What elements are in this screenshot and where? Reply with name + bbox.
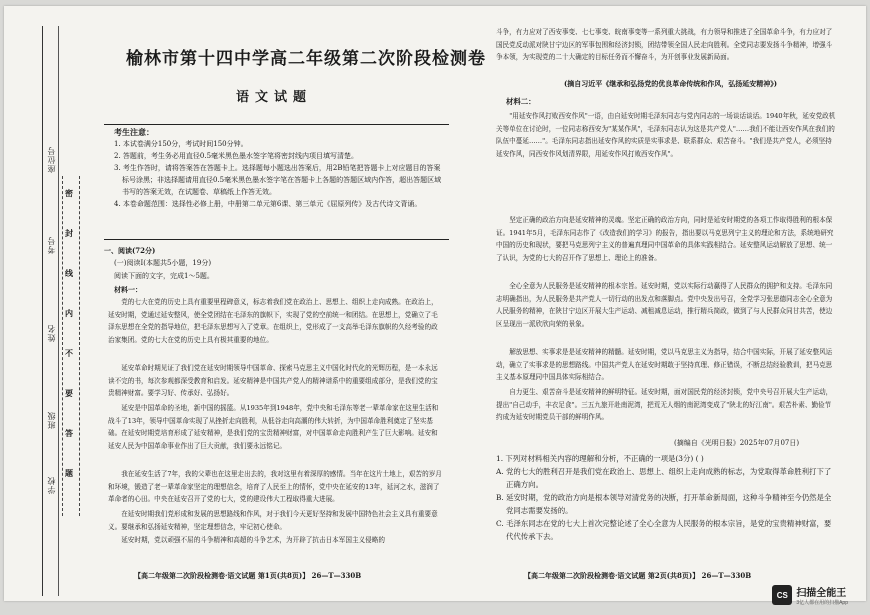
- option-c: C. 毛泽东同志在党的七大上首次完整论述了全心全意为人民服务的根本宗旨，是党的宝贵精神财富，要代代传承下去。: [496, 519, 832, 541]
- seal-word: 答: [65, 428, 73, 438]
- exam-sheet: [4, 6, 866, 606]
- citation: (摘编自《光明日报》2025年07月07日): [674, 439, 800, 447]
- paragraph: "用延安作风打败西安作风"一语，由自延安时期毛泽东同志与党内同志的一场谈话谈话。1940年秋，延安党政机关等单位在讨论时，一位同志称西安为"某某作风"，毛泽东同志认为这是共产党人"……我们不能让西安作风在我们的队伍中蔓延……"。毛泽东同志指出延安作风的实质是实事求是、联系群众、艰苦奋斗。"我们是共产党人，必须坚持延安作风，同西安作风划清界限，用延安作风打败西安作风"。: [496, 112, 836, 158]
- question-stem: 1. 下列对材料相关内容的理解和分析，不正确的一项是(3分) ( ): [496, 454, 704, 463]
- paragraph: 坚定正确的政治方向是延安精神的灵魂。坚定正确的政治方向，同时是延安时期党的各项工作取得胜利的根本保证。1941年5月，毛泽东同志作了《改造我们的学习》的报告，指出要以马克思列宁主义的理论和方法，系统地研究中国的历史和现状，要把马克思列宁主义的普遍真理同中国革命的具体实践相结合。延安整风运动解放了思想、统一了认识，为党的七大的召开作了思想上、理论上的准备。: [496, 216, 834, 262]
- paragraph: 全心全意为人民服务是延安精神的根本宗旨。延安时期，党以实际行动赢得了人民群众的拥护和支持。毛泽东同志明确指出，为人民服务是共产党人一切行动的出发点和落脚点。党中央发出号召，全党学习张思德同志全心全意为人民服务的精神，在陕甘宁边区开展大生产运动、减租减息运动，推行精兵简政，做到了与人民群众同甘共苦，使边区呈现出一派欣欣向荣的景象。: [496, 282, 833, 328]
- section-heading: 一、阅读(72分): [104, 246, 156, 255]
- camscanner-logo-icon: CS: [772, 585, 792, 605]
- paragraph: 延安时期，党以顽强不屈的斗争精神和高超的斗争艺术，为开辟了抗击日本军国主义侵略的: [121, 536, 385, 544]
- subsection-heading: (一)阅读Ⅰ(本题共5小题，19分): [114, 259, 212, 267]
- option-b: B. 延安时期，党的政治方向是根本领导对清党务的决断，打开革命新局面，这种斗争精神至今仍然是全党同志需要发扬的。: [496, 493, 832, 515]
- notice-item: 4. 本卷命题范围：选择性必修上册，中册第二单元第6课、第三单元《屈原列传》及古代诗文背诵。: [114, 200, 422, 208]
- notice-rule: [104, 239, 449, 240]
- notice-block: [114, 126, 444, 210]
- notice-item: 1. 本试卷满分150分，考试时间150分钟。: [114, 140, 248, 148]
- notice-item: 2. 答题前，考生务必用直径0.5毫米黑色墨水签字笔将密封线内项目填写清楚。: [114, 152, 359, 160]
- paragraph: 延安革命时期见证了我们党在延安时期领导中国革命、探索马克思主义中国化时代化的光辉历程，是一本永远读不完的书，每次参观都深受教育和启发。延安精神是中国共产党人的精神谱系中的重要组成部分，是我们党的宝贵精神财富。要学习好、传承好、弘扬好。: [108, 364, 438, 398]
- paragraph: 自力更生、艰苦奋斗是延安精神的鲜明特征。延安时期，面对国民党的经济封锁，党中央号召开展大生产运动，提出"自己动手，丰衣足食"。三五九旅开赴南泥湾，把荒无人烟的南泥湾变成了"陕北的好江南"。艰苦朴素、勤俭节约成为延安时期党员干部的鲜明作风。: [496, 388, 833, 422]
- notice-heading: 考生注意：: [114, 127, 154, 137]
- paragraph: 党的七大在党的历史上具有重要里程碑意义，标志着我们党在政治上、思想上、组织上走向成熟。在政治上，延安时期，党通过延安整风，使全党团结在毛泽东的旗帜下，实现了党的空前统一和团结。在思想上，党确立了毛泽东思想在全党的指导地位，把毛泽东思想写入了党章。在组织上，党形成了一支高举毛泽东旗帜的久经考验的政治家集团。党的七大在党的历史上具有极其重要的地位。: [108, 298, 438, 344]
- binding-field-class: 班级: [47, 411, 56, 429]
- exam-title: 榆林市第十四中学高二年级第二次阶段检测卷: [126, 49, 486, 69]
- seal-word: 线: [65, 268, 73, 278]
- binding-field-exam-no: 考号: [47, 236, 56, 254]
- option-a: A. 党的七大的胜利召开是我们党在政治上、思想上、组织上走向成熟的标志，为党取得革命胜利打下了正确方向。: [496, 467, 832, 489]
- binding-field-name: 姓名: [47, 324, 56, 342]
- page-footer-right: 【高二年级第二次阶段检测卷·语文试题 第2页(共8页)】 26—T—330B: [524, 571, 752, 580]
- title-rule: [104, 124, 449, 125]
- seal-word: 内: [65, 308, 73, 318]
- seal-word: 要: [65, 388, 73, 398]
- seal-word: 题: [65, 468, 73, 478]
- paragraph: 解放思想、实事求是是延安精神的精髓。延安时期，党以马克思主义为指导，结合中国实际，开展了延安整风运动，确立了实事求是的思想路线。中国共产党人在延安时期敢于坚持真理、修正错误，不断总结经验教训，把马克思主义基本原理同中国具体实际相结合。: [496, 348, 833, 382]
- binding-line: [58, 26, 59, 596]
- watermark-tagline: 3亿人都在用的扫描App: [796, 600, 848, 606]
- material-label: 材料二：: [506, 97, 536, 106]
- seal-line: [62, 176, 80, 516]
- seal-word: 不: [65, 348, 73, 358]
- scanner-watermark: [772, 584, 848, 606]
- binding-strip: [4, 6, 96, 601]
- paragraph: 斗争，有力应对了西安事变、七七事变、皖南事变等一系列重大挑战，有力领导和推进了全国革命斗争，有力应对了国民党反动派对陕甘宁边区的军事包围和经济封锁，团结带领全国人民走向胜利。全党同志要发扬斗争精神，增强斗争本领，为实现党的二十大确定的目标任务而不懈奋斗，为开创事业发展新局面。: [496, 28, 833, 62]
- citation: (摘自习近平《继承和弘扬党的优良革命传统和作风，弘扬延安精神》): [564, 79, 778, 88]
- binding-field-seat: 座位号: [47, 146, 56, 173]
- material-label: 材料一：: [114, 285, 142, 294]
- notice-item: 3. 考生作答时，请将答案答在答题卡上。选择题每小题选出答案后，用2B铅笔把答题卡上对应题目的答案标号涂黑；非选择题请用直径0.5毫米黑色墨水签字笔在答题卡上各题的答题区域内作答，超出答题区域书写的答案无效，在试题卷、草稿纸上作答无效。: [114, 164, 442, 196]
- exam-subject: 语文试题: [236, 90, 313, 105]
- seal-word: 密: [65, 188, 73, 198]
- paragraph: 我在延安生活了7年，我的父辈也在这里走出去的，我对这里有着深厚的感情。当年在这片土地上，艰苦的岁月和环境，锻造了老一辈革命家坚定的理想信念，培育了人民至上的情怀，党中央在延安的13年，延河之水，滋润了革命者的心田。中央在延安召开了党的七大，党的建设伟大工程取得重大进展。: [108, 470, 442, 504]
- page-footer-left: 【高二年级第二次阶段检测卷·语文试题 第1页(共8页)】 26—T—330B: [134, 571, 362, 580]
- question-block: [496, 452, 836, 543]
- reading-instruction: 阅读下面的文字，完成1～5题。: [114, 272, 214, 280]
- left-body: [104, 244, 449, 296]
- watermark-name: 扫描全能王: [796, 588, 847, 599]
- paragraph: 延安是中国革命的圣地，新中国的摇篮。从1935年到1948年，党中央和毛泽东等老一辈革命家在这里生活和战斗了13年，领导中国革命实现了从挫折走向胜利，从低谷走向高潮的伟大转折，为中国革命胜利奠定了坚实基础。在延安时期党培育形成了延安精神，是我们党的宝贵精神财富，对中国革命走向胜利产生了巨大影响。延安和延安人民为中国革命事业作出了巨大贡献，我们要永远铭记。: [108, 404, 439, 450]
- binding-underline: [42, 26, 43, 596]
- paragraph: 在延安时期我们党形成和发展的思想路线和作风，对于我们今天更好坚持和发展中国特色社会主义具有重要意义。要继承和弘扬延安精神，坚定理想信念，牢记初心使命。: [108, 510, 438, 531]
- seal-word: 封: [65, 228, 73, 238]
- binding-field-school: 学校: [47, 476, 56, 494]
